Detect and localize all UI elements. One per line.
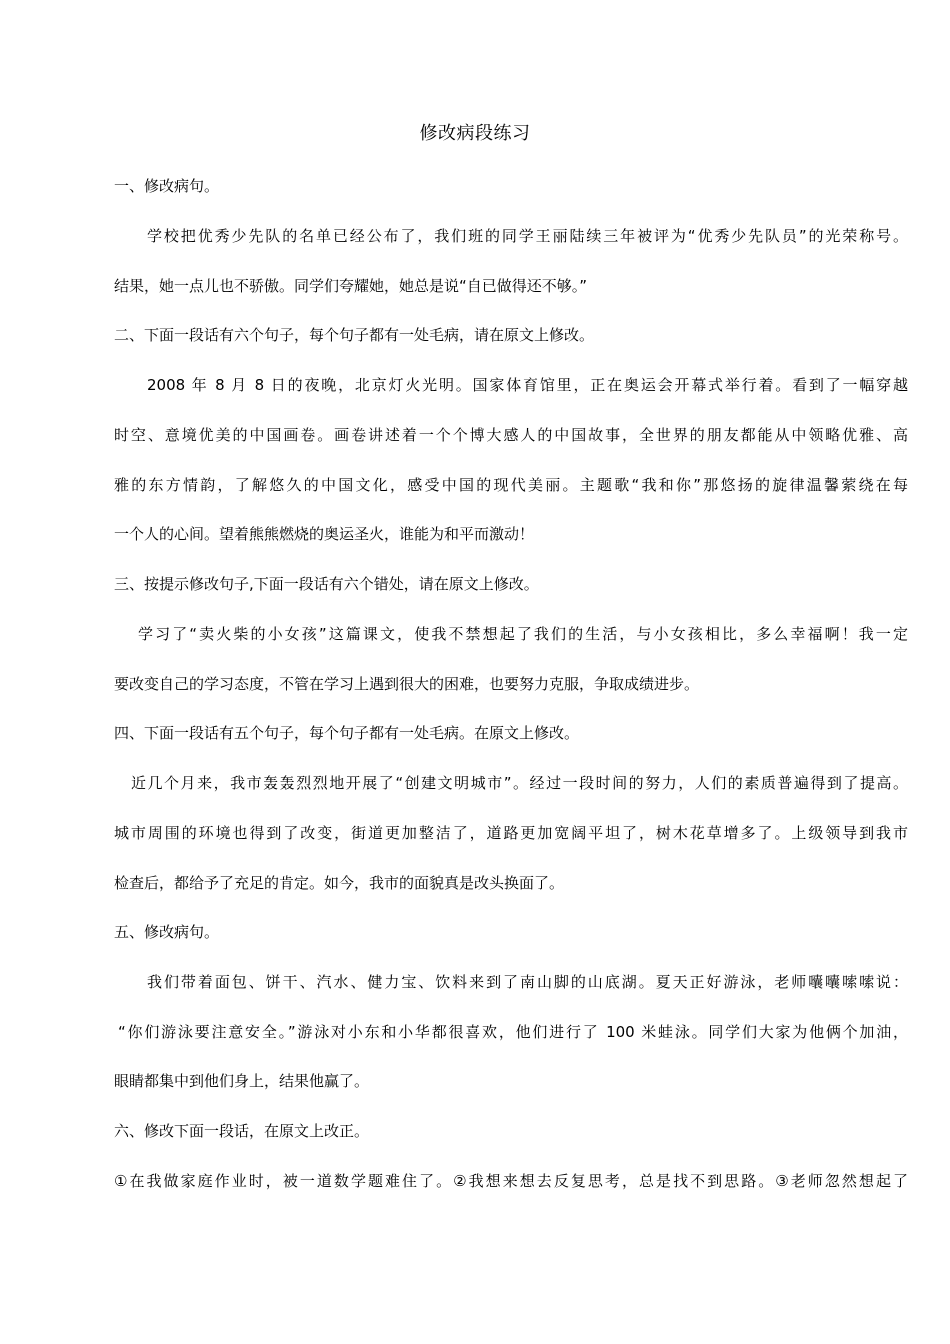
section-5-heading: 五、修改病句。 [114,923,220,941]
section-1-heading: 一、修改病句。 [114,177,220,195]
section-4-heading: 四、下面一段话有五个句子，每个句子都有一处毛病。在原文上修改。 [114,724,580,742]
document-title: 修改病段练习 [419,123,531,144]
paragraph-line: 2008 年 8 月 8 日的夜晚，北京灯火光明。国家体育馆里，正在奥运会开幕式举行着。看到了一幅穿越 [147,376,908,394]
paragraph-line: 学校把优秀少先队的名单已经公布了，我们班的同学王丽陆续三年被评为“优秀少先队员”的光荣称号。 [147,227,908,245]
paragraph-line: 要改变自己的学习态度，不管在学习上遇到很大的困难，也要努力克服，争取成绩进步。 [114,675,700,693]
paragraph-line: 城市周围的环境也得到了改变，街道更加整洁了，道路更加宽阔平坦了，树木花草增多了。上级领导到我市 [114,824,908,842]
paragraph-line: 检查后，都给予了充足的肯定。如今，我市的面貌真是改头换面了。 [114,874,565,892]
paragraph-line: 一个人的心间。望着熊熊燃烧的奥运圣火，谁能为和平而激动！ [114,525,535,543]
paragraph-line: 雅的东方情韵，了解悠久的中国文化，感受中国的现代美丽。主题歌“我和你”那悠扬的旋律温馨萦绕在每 [114,476,908,494]
paragraph-line: ①在我做家庭作业时，被一道数学题难住了。②我想来想去反复思考，总是找不到思路。③老师忽然想起了 [114,1172,908,1190]
section-6-heading: 六、修改下面一段话，在原文上改正。 [114,1122,370,1140]
paragraph-line: 学习了“卖火柴的小女孩”这篇课文，使我不禁想起了我们的生活，与小女孩相比，多么幸福啊！我一定 [138,625,908,643]
section-2-heading: 二、下面一段话有六个句子，每个句子都有一处毛病，请在原文上修改。 [114,326,595,344]
paragraph-line: 我们带着面包、饼干、汽水、健力宝、饮料来到了南山脚的山底湖。夏天正好游泳，老师囔囔嗦嗦说： [147,973,908,991]
paragraph-line: 时空、意境优美的中国画卷。画卷讲述着一个个博大感人的中国故事，全世界的朋友都能从中领略优雅、高 [114,426,908,444]
paragraph-line: 结果，她一点儿也不骄傲。同学们夸耀她，她总是说“自已做得还不够。” [114,277,588,295]
paragraph-line: “你们游泳要注意安全。”游泳对小东和小华都很喜欢，他们进行了 100 米蛙泳。同学们大家为他俩个加油， [118,1023,908,1041]
section-3-heading: 三、按提示修改句子,下面一段话有六个错处，请在原文上修改。 [114,575,539,593]
paragraph-line: 近几个月来，我市轰轰烈烈地开展了“创建文明城市”。经过一段时间的努力，人们的素质普遍得到了提高。 [131,774,908,792]
paragraph-line: 眼睛都集中到他们身上，结果他赢了。 [114,1072,370,1090]
